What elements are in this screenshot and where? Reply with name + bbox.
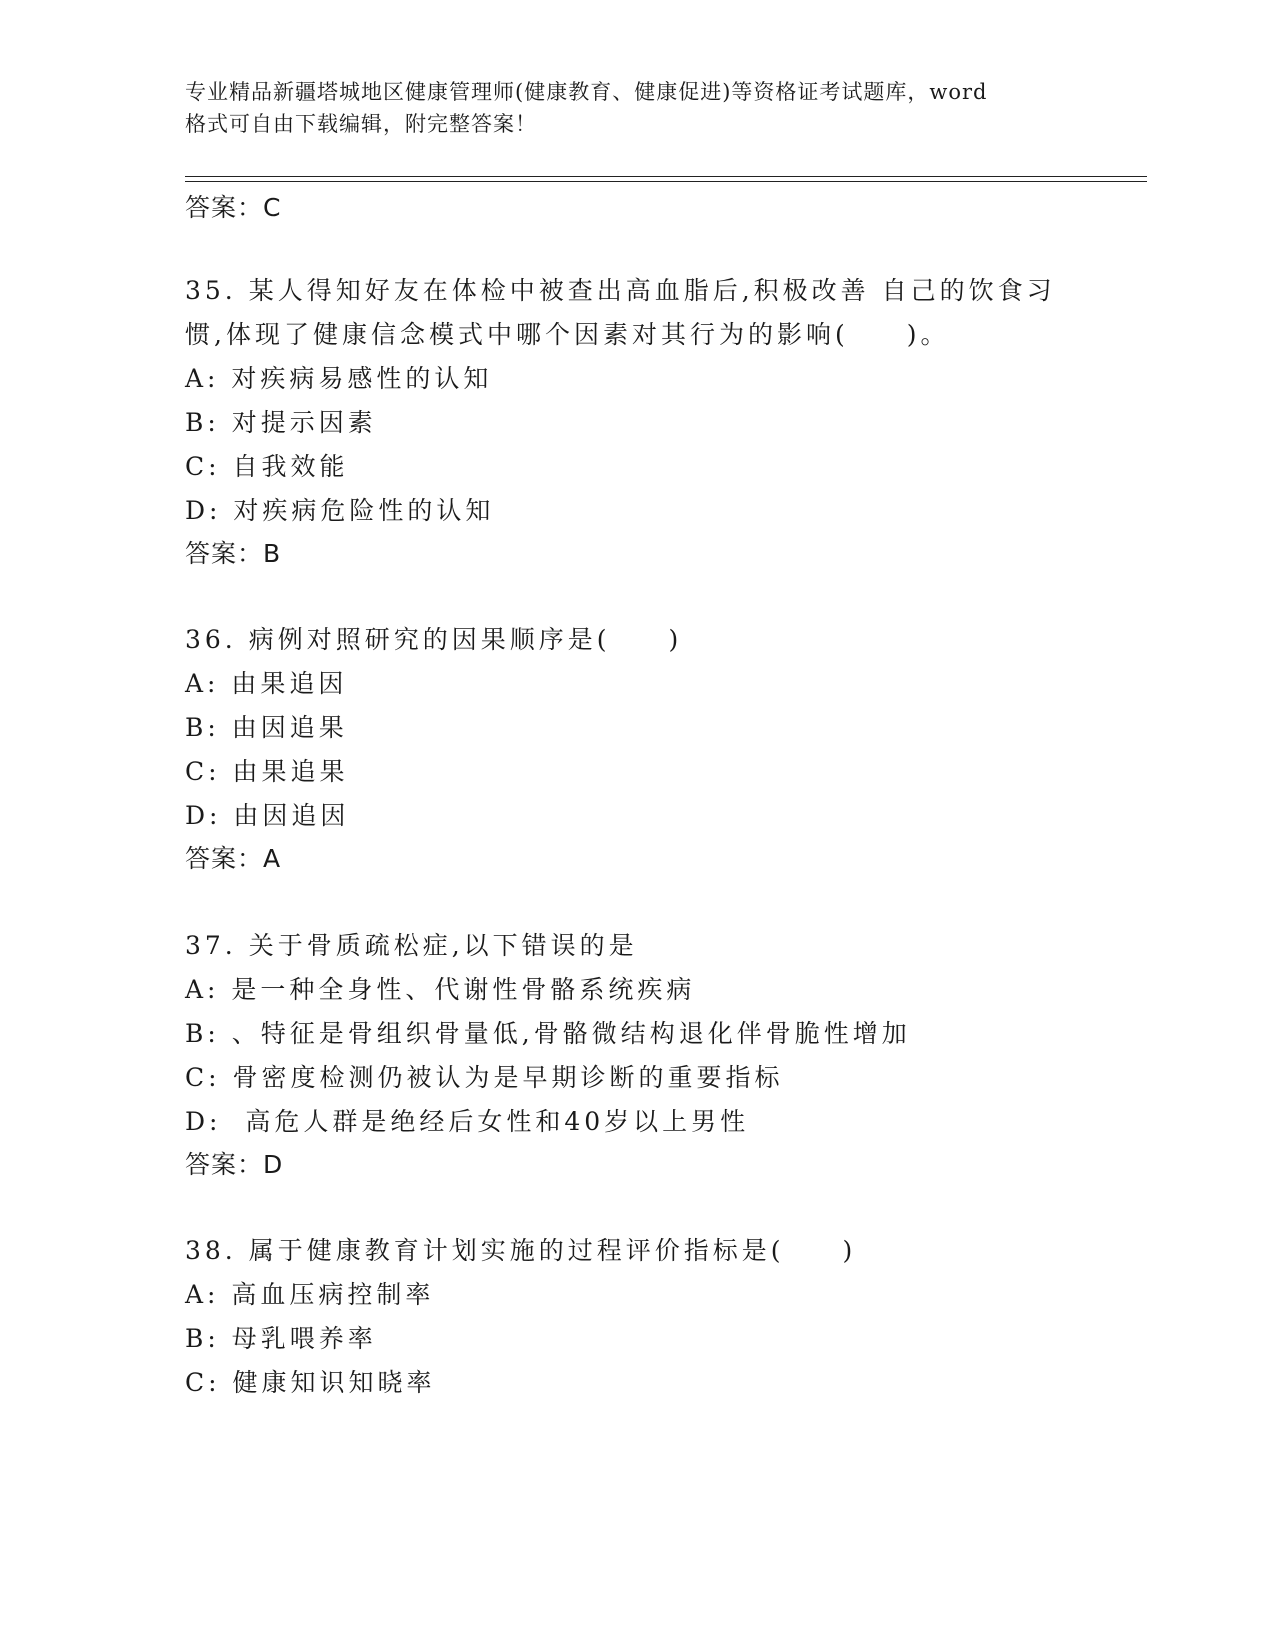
question-36-option-b: B: 由因追果 (185, 713, 348, 742)
question-35-option-b: B: 对提示因素 (185, 408, 377, 437)
question-35-stem-line1: 35. 某人得知好友在体检中被查出高血脂后,积极改善 自己的饮食习 (185, 276, 1056, 305)
question-37-option-c: C: 骨密度检测仍被认为是早期诊断的重要指标 (185, 1063, 784, 1092)
question-35-option-a: A: 对疾病易感性的认知 (185, 364, 493, 393)
question-38-stem: 38. 属于健康教育计划实施的过程评价指标是( ) (185, 1236, 857, 1265)
question-36-option-c: C: 由果追果 (185, 757, 349, 786)
question-37-option-a: A: 是一种全身性、代谢性骨骼系统疾病 (185, 975, 696, 1004)
question-36-option-d: D: 由因追因 (185, 801, 350, 830)
document-header: 专业精品新疆塔城地区健康管理师(健康教育、健康促进)等资格证考试题库，word 格式可自由下载编辑，附完整答案！ (185, 80, 988, 136)
question-36-answer: 答案：A (185, 844, 282, 873)
question-35-answer: 答案：B (185, 539, 282, 568)
question-37-option-d: D: 高危人群是绝经后女性和40岁以上男性 (185, 1107, 750, 1136)
question-38-option-c: C: 健康知识知晓率 (185, 1368, 436, 1397)
question-38-option-b: B: 母乳喂养率 (185, 1324, 377, 1353)
question-36-stem: 36. 病例对照研究的因果顺序是( ) (185, 625, 683, 654)
answer-previous: 答案：C (185, 193, 282, 222)
question-35-option-c: C: 自我效能 (185, 452, 349, 481)
header-rule-bottom (185, 181, 1147, 182)
question-36-option-a: A: 由果追因 (185, 669, 348, 698)
question-37-answer: 答案：D (185, 1150, 284, 1179)
question-37-stem: 37. 关于骨质疏松症,以下错误的是 (185, 931, 638, 960)
question-35-option-d: D: 对疾病危险性的认知 (185, 496, 495, 525)
header-rule-top (185, 176, 1147, 177)
question-37-option-b: B: 、特征是骨组织骨量低,骨骼微结构退化伴骨脆性增加 (185, 1019, 911, 1048)
question-38-option-a: A: 高血压病控制率 (185, 1280, 435, 1309)
question-35-stem-line2: 惯,体现了健康信念模式中哪个因素对其行为的影响( )。 (185, 320, 950, 349)
